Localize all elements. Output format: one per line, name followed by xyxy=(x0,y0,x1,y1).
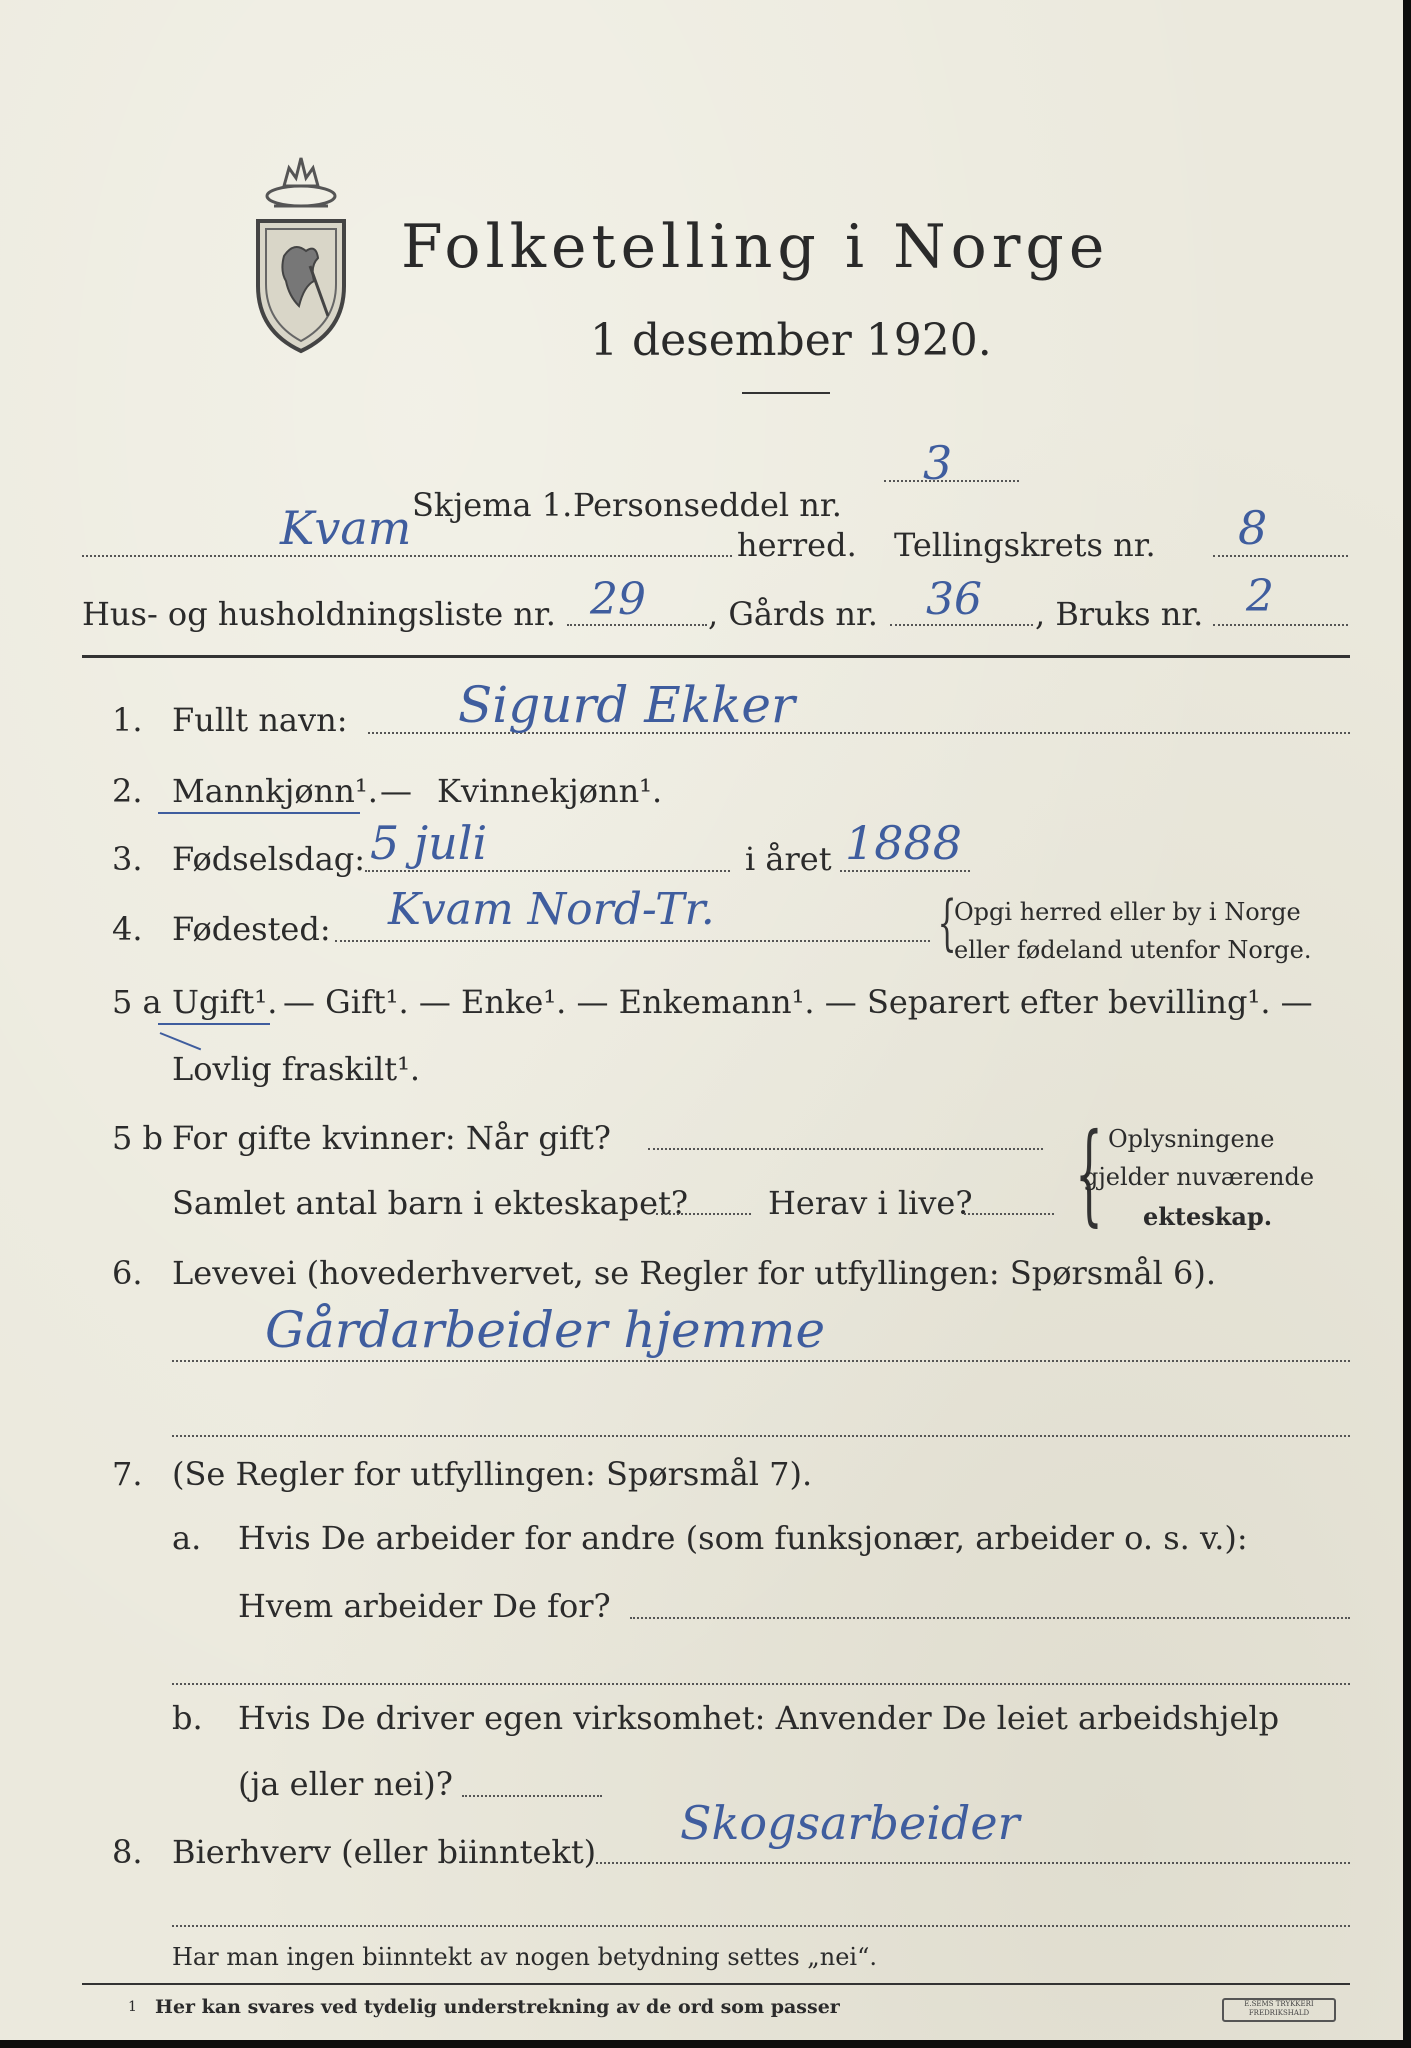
q6-line2 xyxy=(172,1435,1350,1437)
q3-year-line xyxy=(840,870,970,872)
q6-number: 6. xyxy=(112,1254,143,1292)
personseddel-label: Personseddel nr. xyxy=(573,486,842,524)
footnote-mark: 1 xyxy=(128,1999,137,2015)
q5b-note-line1: Oplysningene xyxy=(1108,1125,1275,1153)
q5a-other-options: — Gift¹. — Enke¹. — Enkemann¹. — Separert efter bevilling¹. — xyxy=(283,983,1313,1021)
q5b-alive-line xyxy=(964,1213,1054,1215)
q7-label: (Se Regler for utfyllingen: Spørsmål 7). xyxy=(172,1455,813,1493)
q7-number: 7. xyxy=(112,1455,143,1493)
q1-number: 1. xyxy=(112,701,143,739)
q8-number: 8. xyxy=(112,1833,143,1871)
q7b-question: (ja eller nei)? xyxy=(238,1765,453,1803)
bruks-value: 2 xyxy=(1246,571,1274,622)
q5a-line2: Lovlig fraskilt¹. xyxy=(172,1050,421,1088)
q5b-alive-count: Herav i live? xyxy=(768,1184,973,1222)
q5b-number: 5 b xyxy=(112,1119,164,1157)
title-divider xyxy=(742,392,830,394)
q3-date-line xyxy=(365,870,730,872)
skjema-label: Skjema 1. xyxy=(412,486,573,524)
q4-note-brace: { xyxy=(937,888,957,958)
herred-label: herred. xyxy=(737,526,857,564)
herred-line xyxy=(82,555,732,557)
q4-note-line2: eller fødeland utenfor Norge. xyxy=(954,936,1312,964)
printer-stamp-line2: FREDRIKSHALD xyxy=(1248,2009,1310,2017)
tellingskrets-line xyxy=(1213,555,1348,557)
q5b-married-when-line xyxy=(648,1148,1043,1150)
q7b-line xyxy=(462,1795,602,1797)
q5a-number: 5 a xyxy=(112,983,162,1021)
q7a-question: Hvem arbeider De for? xyxy=(238,1587,611,1625)
q1-label: Fullt navn: xyxy=(172,701,348,739)
tellingskrets-value: 8 xyxy=(1238,501,1268,555)
gards-label: , Gårds nr. xyxy=(708,595,878,633)
q3-label: Fødselsdag: xyxy=(172,840,366,878)
footnote-text: Her kan svares ved tydelig understrekning av de ord som passer xyxy=(155,1996,840,2018)
q8-line2 xyxy=(172,1925,1350,1927)
husliste-label: Hus- og husholdningsliste nr. xyxy=(82,595,556,633)
footer-rule xyxy=(82,1983,1350,1985)
q7a-text: Hvis De arbeider for andre (som funksjonær, arbeider o. s. v.): xyxy=(238,1519,1248,1557)
q6-line1 xyxy=(172,1360,1350,1362)
gards-value: 36 xyxy=(926,574,982,625)
tellingskrets-label: Tellingskrets nr. xyxy=(894,526,1156,564)
q6-value: Gårdarbeider hjemme xyxy=(265,1301,826,1359)
q4-label: Fødested: xyxy=(172,910,331,948)
q4-note-line1: Opgi herred eller by i Norge xyxy=(954,898,1301,926)
bruks-line xyxy=(1213,624,1348,626)
q5b-note-line2: gjelder nuværende xyxy=(1083,1163,1315,1191)
bruks-label: , Bruks nr. xyxy=(1035,595,1204,633)
q5a-ugift-underline-curve xyxy=(160,1032,202,1050)
q7a-line2 xyxy=(172,1683,1350,1685)
q4-value: Kvam Nord-Tr. xyxy=(388,884,715,935)
q2-male-underline xyxy=(158,812,360,814)
q7b-text: Hvis De driver egen virksomhet: Anvender De leiet arbeidshjelp xyxy=(238,1699,1280,1737)
herred-value: Kvam xyxy=(280,501,412,555)
q3-number: 3. xyxy=(112,840,143,878)
q5b-children-count: Samlet antal barn i ekteskapet? xyxy=(172,1184,689,1222)
q5b-married-when: For gifte kvinner: Når gift? xyxy=(172,1119,611,1157)
q5b-children-line xyxy=(656,1213,751,1215)
q2-number: 2. xyxy=(112,772,143,810)
q4-number: 4. xyxy=(112,910,143,948)
q8-label: Bierhverv (eller biinntekt) xyxy=(172,1833,597,1871)
q5b-note-brace: { xyxy=(1075,1109,1103,1237)
q2-male-option: Mannkjønn¹. xyxy=(172,772,378,810)
q3-year-value: 1888 xyxy=(845,816,963,870)
q7a-line1 xyxy=(630,1617,1350,1619)
personseddel-value: 3 xyxy=(923,436,953,490)
norwegian-coat-of-arms-icon xyxy=(244,146,359,356)
q7b-letter: b. xyxy=(172,1699,203,1737)
q3-year-label: i året xyxy=(745,840,832,878)
q6-label: Levevei (hovederhvervet, se Regler for utfyllingen: Spørsmål 6). xyxy=(172,1254,1217,1292)
q8-value: Skogsarbeider xyxy=(680,1796,1020,1850)
husliste-value: 29 xyxy=(590,574,646,625)
q5a-ugift-underline xyxy=(158,1023,270,1025)
q3-date-value: 5 juli xyxy=(370,816,488,870)
header-rule xyxy=(82,655,1350,658)
census-date: 1 desember 1920. xyxy=(590,315,992,366)
q4-line xyxy=(335,940,930,942)
footer-note: Har man ingen biinntekt av nogen betydning settes „nei“. xyxy=(172,1943,877,1971)
printer-stamp xyxy=(1222,1998,1336,2022)
page-title: Folketelling i Norge xyxy=(401,212,1110,282)
q5b-note-line3: ekteskap. xyxy=(1143,1202,1273,1231)
q2-separator: — xyxy=(380,772,412,810)
q7a-letter: a. xyxy=(172,1519,202,1557)
q8-line1 xyxy=(596,1862,1350,1864)
q1-value: Sigurd Ekker xyxy=(458,676,795,734)
printer-stamp-line1: E.SEMS TRYKKERI xyxy=(1244,2000,1314,2008)
q2-female-option: Kvinnekjønn¹. xyxy=(437,772,663,810)
q5a-ugift-option: Ugift¹. xyxy=(172,983,278,1021)
